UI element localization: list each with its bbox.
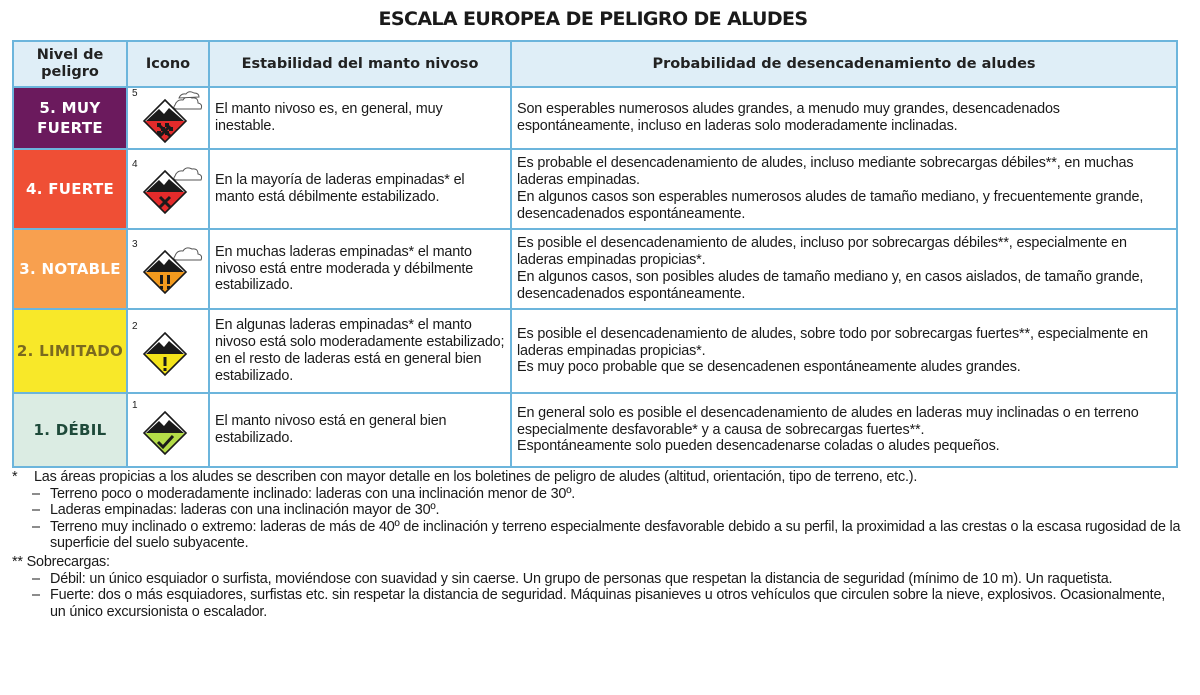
danger-level-label: 3. NOTABLE — [13, 229, 127, 309]
icon-cell — [127, 87, 209, 149]
stability-text: El manto nivoso está en general bien estabilizado. — [209, 393, 511, 467]
footnote-item — [12, 519, 1184, 552]
icon-number: 4 — [132, 159, 138, 170]
probability-text: Son esperables numerosos aludes grandes, a menudo muy grandes, desencadenados espontáneamente, incluso en laderas solo moderadamente inclinadas. — [517, 101, 1060, 134]
footnote-item — [12, 502, 1184, 519]
header-probability: Probabilidad de desencadenamiento de aludes — [511, 41, 1177, 87]
footnote-item — [12, 486, 1184, 503]
footnote-single — [12, 469, 1184, 486]
danger-level-5-icon — [128, 89, 208, 147]
footnote-marker: * — [12, 469, 18, 485]
danger-level-label: 2. LIMITADO — [13, 309, 127, 393]
dash-bullet: – — [32, 587, 40, 604]
footnote-item — [12, 571, 1184, 588]
probability-text: Es posible el desencadenamiento de aludes, incluso por sobrecargas débiles**, especialmente en laderas empinadas propicias*. — [517, 235, 1127, 269]
danger-row-5 — [13, 87, 1177, 149]
icon-number: 5 — [132, 88, 138, 99]
danger-level-4-icon — [128, 160, 208, 218]
dash-bullet: – — [32, 502, 40, 519]
footnote-text: Sobrecargas: — [26, 553, 110, 570]
dash-bullet: – — [32, 485, 40, 502]
footnote-item-text: Terreno muy inclinado o extremo: laderas de más de 40º de inclinación y terreno especialmente desfavorable debido a su perfil, la proximidad a las crestas o la escasa rugosidad de la superficie del suelo subyacente. — [50, 518, 1181, 552]
footnote-item-text: Débil: un único esquiador o surfista, moviéndose con suavidad y sin caerse. Un grupo de personas que respetan la distancia de seguridad (mínimo de 10 m). Un raquetista. — [50, 570, 1113, 587]
footnote-item — [12, 587, 1184, 620]
stability-text: En algunas laderas empinadas* el manto nivoso está solo moderadamente estabilizado; en el resto de laderas está en general bien estabilizado. — [209, 309, 511, 393]
probability-cell — [511, 393, 1177, 467]
icon-cell — [127, 149, 209, 229]
probability-cell — [511, 87, 1177, 149]
icon-number: 2 — [132, 321, 138, 332]
probability-text: Es probable el desencadenamiento de aludes, incluso mediante sobrecargas débiles**, en muchas laderas empinadas. — [517, 155, 1134, 189]
header-icon: Icono — [127, 41, 209, 87]
danger-level-label: 4. FUERTE — [13, 149, 127, 229]
stability-text: El manto nivoso es, en general, muy inestable. — [209, 87, 511, 149]
footnote-double — [12, 554, 1184, 571]
icon-cell — [127, 229, 209, 309]
danger-row-3 — [13, 229, 1177, 309]
danger-level-2-icon — [128, 322, 208, 380]
footnotes — [12, 469, 1184, 620]
footnote-marker: ** — [12, 553, 23, 570]
probability-cell — [511, 149, 1177, 229]
probability-text: En algunos casos son esperables numerosos aludes de tamaño mediano, y frecuentemente grande, desencadenados espontáneamente. — [517, 189, 1144, 222]
footnote-text: Las áreas propicias a los aludes se describen con mayor detalle en los boletines de peligro de aludes (altitud, orientación, tipo de terreno, etc.). — [34, 469, 918, 485]
danger-scale-table — [12, 40, 1178, 468]
probability-cell — [511, 309, 1177, 393]
probability-text: En algunos casos, son posibles aludes de tamaño mediano y, en casos aislados, de tamaño grande, desencadenados espontáneamente. — [517, 269, 1144, 302]
icon-cell — [127, 393, 209, 467]
header-row — [13, 41, 1177, 87]
icon-number: 3 — [132, 239, 138, 250]
probability-cell — [511, 229, 1177, 309]
page-title: ESCALA EUROPEA DE PELIGRO DE ALUDES — [378, 8, 808, 30]
header-stability: Estabilidad del manto nivoso — [209, 41, 511, 87]
danger-level-3-icon — [128, 240, 208, 298]
danger-level-1-icon — [128, 401, 208, 459]
probability-text: Es muy poco probable que se desencadenen espontáneamente aludes grandes. — [517, 359, 1021, 376]
probability-text: Es posible el desencadenamiento de aludes, sobre todo por sobrecargas fuertes**, especialmente en laderas empinadas propicias*. — [517, 325, 1149, 359]
icon-number: 1 — [132, 400, 138, 411]
danger-row-2 — [13, 309, 1177, 393]
dash-bullet: – — [32, 570, 40, 587]
header-level: Nivel de peligro — [13, 41, 127, 87]
footnote-item-text: Terreno poco o moderadamente inclinado: laderas con una inclinación menor de 30º. — [50, 485, 576, 502]
dash-bullet: – — [32, 518, 40, 535]
danger-row-4 — [13, 149, 1177, 229]
footnote-item-text: Fuerte: dos o más esquiadores, surfistas etc. sin respetar la distancia de seguridad. Máquinas pisanieves u otros vehículos que circulen sobre la nieve, explosivos. Ocasionalmente, un único excursionista o escalador. — [50, 587, 1166, 620]
footnote-item-text: Laderas empinadas: laderas con una inclinación mayor de 30º. — [50, 502, 440, 519]
probability-text: Espontáneamente solo pueden desencadenarse coladas o aludes pequeños. — [517, 438, 1000, 455]
icon-cell — [127, 309, 209, 393]
stability-text: En muchas laderas empinadas* el manto nivoso está entre moderada y débilmente estabilizado. — [209, 229, 511, 309]
probability-text: En general solo es posible el desencadenamiento de aludes en laderas muy inclinadas o en terreno especialmente desfavorable* y a causa de sobrecargas fuertes**. — [517, 404, 1139, 438]
danger-level-label: 5. MUY FUERTE — [13, 87, 127, 149]
danger-level-label: 1. DÉBIL — [13, 393, 127, 467]
stability-text: En la mayoría de laderas empinadas* el manto está débilmente estabilizado. — [209, 149, 511, 229]
danger-row-1 — [13, 393, 1177, 467]
